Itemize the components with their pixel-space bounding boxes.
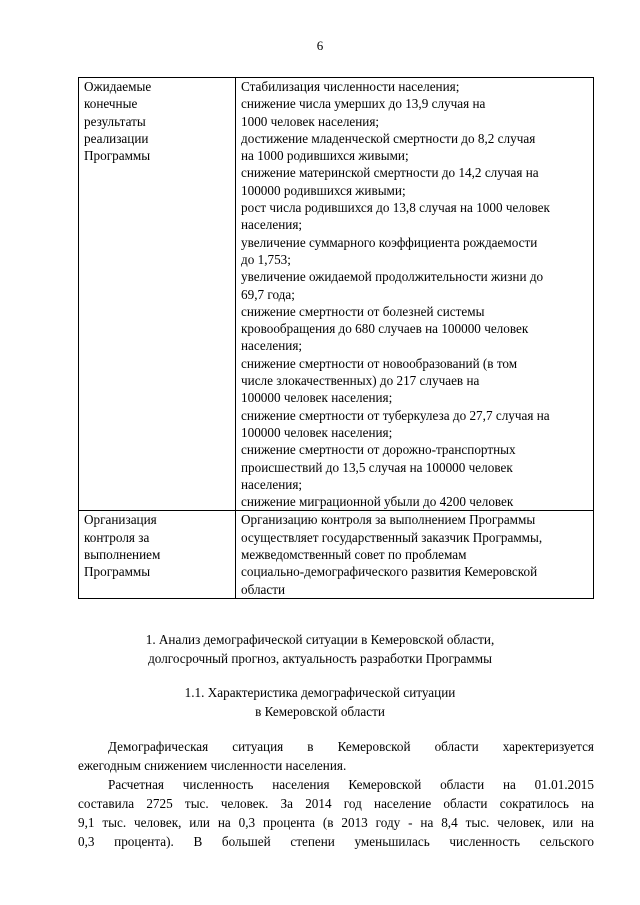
section-heading-1 <box>0 630 640 668</box>
heading-line: 1. Анализ демографической ситуации в Кемеровской области, <box>145 632 495 647</box>
label-line: Программы <box>84 148 151 164</box>
content-line: межведомственный совет по проблемам <box>241 547 467 563</box>
content-line: снижение материнской смертности до 14,2 случая на <box>241 165 539 181</box>
paragraph-line: 0,3 процента). В большей степени уменьшилась численность сельского <box>78 834 594 849</box>
content-line: до 1,753; <box>241 251 291 267</box>
content-line: населения; <box>241 217 303 233</box>
section-heading-1-1 <box>0 683 640 721</box>
heading-line: 1.1. Характеристика демографической ситуации <box>184 685 456 700</box>
passport-table-row <box>79 511 594 598</box>
content-line: 1000 человек населения; <box>241 113 380 129</box>
content-line: Организацию контроля за выполнением Программы <box>241 512 536 528</box>
label-line: контроля за <box>84 529 150 545</box>
content-line: снижение смертности от туберкулеза до 27,7 случая на <box>241 407 550 423</box>
label-line: Программы <box>84 564 151 580</box>
paragraph-line: Демографическая ситуация в Кемеровской области харектеризуется <box>108 739 594 754</box>
content-line: на 1000 родившихся живыми; <box>241 148 409 164</box>
label-line: конечные <box>84 96 138 112</box>
content-line: снижение числа умерших до 13,9 случая на <box>241 96 486 112</box>
page-number: 6 <box>316 38 324 53</box>
content-line: населения; <box>241 476 303 492</box>
paragraph-line: составила 2725 тыс. человек. За 2014 год население области сократилось на <box>78 796 594 811</box>
content-line: происшествий до 13,5 случая на 100000 человек <box>241 459 513 475</box>
paragraph-line: ежегодным снижением численности населения. <box>78 758 347 773</box>
passport-label-cell <box>79 511 236 598</box>
label-line: выполнением <box>84 547 161 563</box>
content-line: снижение смертности от дорожно-транспортных <box>241 442 516 458</box>
label-line: результаты <box>84 113 146 129</box>
passport-content-cell <box>236 511 594 598</box>
heading-line: долгосрочный прогноз, актуальность разработки Программы <box>148 651 492 666</box>
label-line: Организация <box>84 512 157 528</box>
content-line: рост числа родившихся до 13,8 случая на 1000 человек <box>241 200 550 216</box>
content-line: осуществляет государственный заказчик Программы, <box>241 529 543 545</box>
content-line: увеличение ожидаемой продолжительности жизни до <box>241 269 544 285</box>
label-line: Ожидаемые <box>84 79 152 94</box>
passport-content-cell <box>236 78 594 511</box>
content-line: увеличение суммарного коэффициента рождаемости <box>241 234 538 250</box>
content-line: 100000 человек населения; <box>241 424 393 440</box>
content-line: области <box>241 581 286 597</box>
content-line: снижение смертности от новообразований (в том <box>241 355 518 371</box>
content-line: населения; <box>241 338 303 354</box>
program-passport-table <box>78 77 594 599</box>
content-line: снижение миграционной убыли до 4200 человек <box>241 494 514 510</box>
content-line: кровообращения до 680 случаев на 100000 человек <box>241 321 529 337</box>
content-line: 100000 человек населения; <box>241 390 393 406</box>
passport-table-row <box>79 78 594 511</box>
label-line: реализации <box>84 130 149 146</box>
content-line: 69,7 года; <box>241 286 295 302</box>
content-line: Стабилизация численности населения; <box>241 79 460 94</box>
content-line: достижение младенческой смертности до 8,2 случая <box>241 130 536 146</box>
content-line: снижение смертности от болезней системы <box>241 303 485 319</box>
paragraph-line: 9,1 тыс. человек, или на 0,3 процента (в 2013 году - на 8,4 тыс. человек, или на <box>78 815 594 830</box>
content-line: числе злокачественных) до 217 случаев на <box>241 373 480 389</box>
passport-label-cell <box>79 78 236 511</box>
passport-table-body <box>79 78 594 599</box>
paragraph-line: Расчетная численность населения Кемеровской области на 01.01.2015 <box>108 777 594 792</box>
content-line: 100000 родившихся живыми; <box>241 182 406 198</box>
heading-line: в Кемеровской области <box>255 704 385 719</box>
paragraph-population-estimate <box>78 775 594 851</box>
paragraph-demographic-situation <box>78 737 594 775</box>
content-line: социально-демографического развития Кемеровской <box>241 564 538 580</box>
